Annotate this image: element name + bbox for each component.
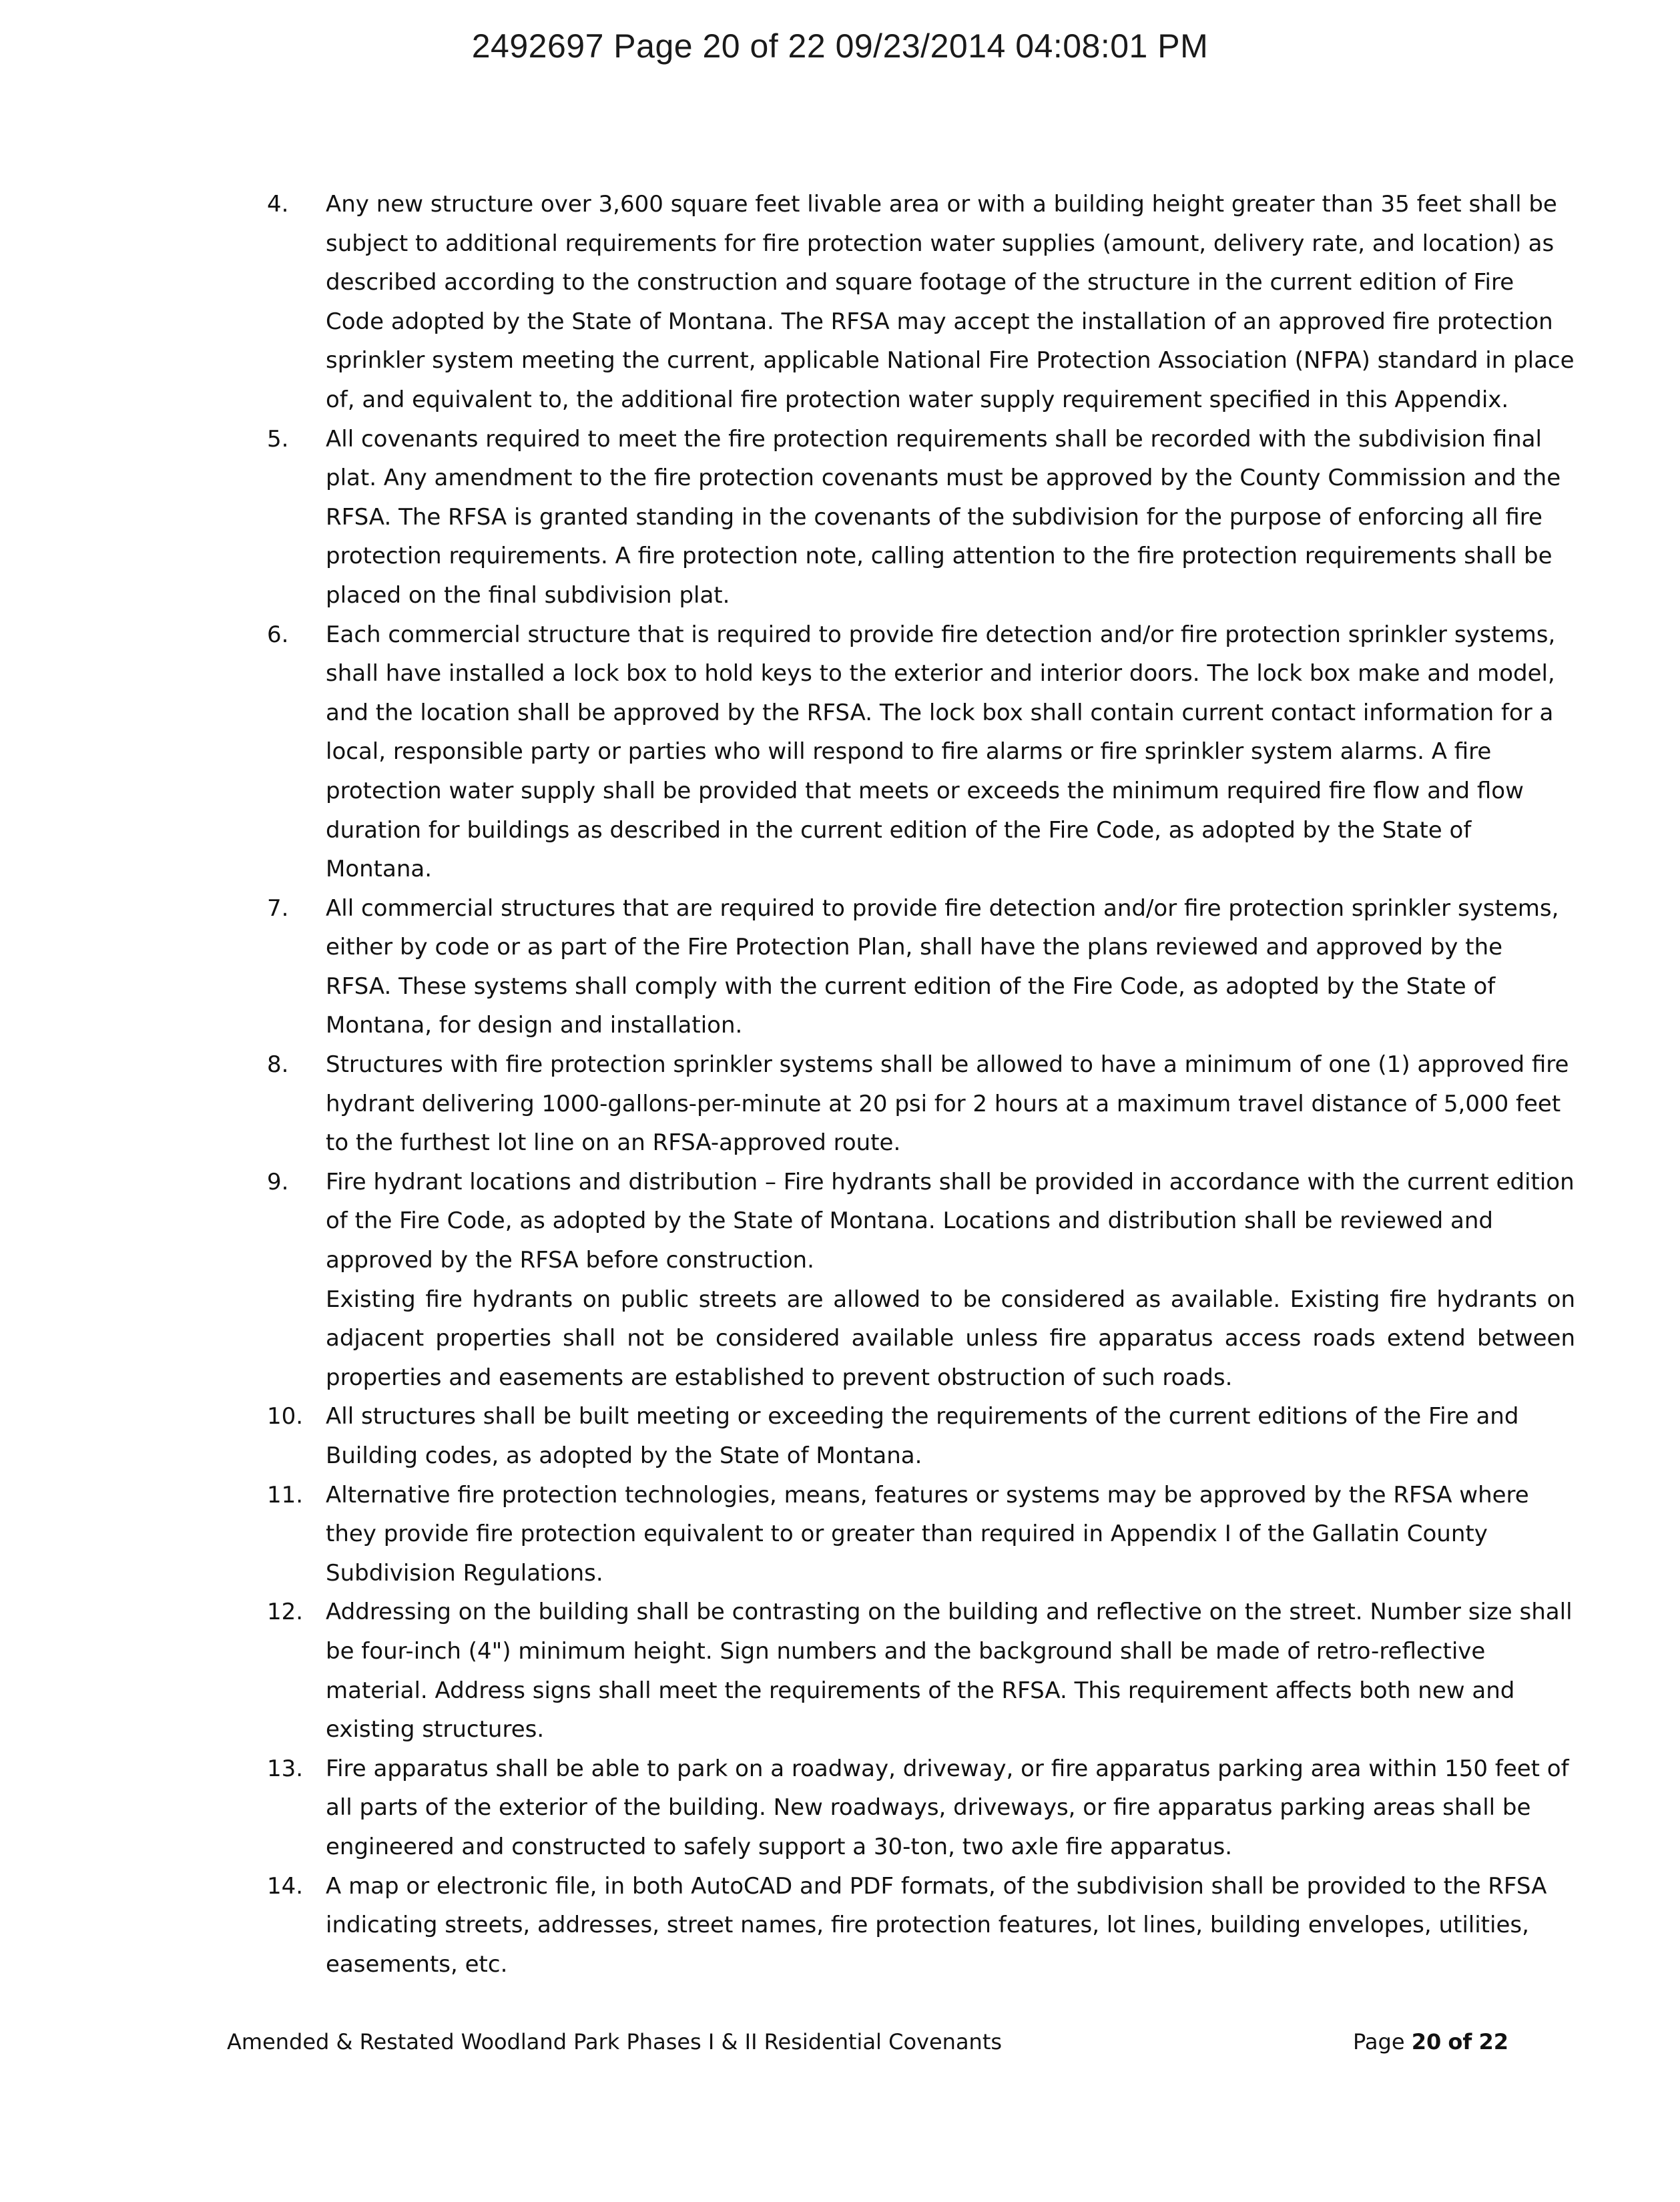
document-title: Amended & Restated Woodland Park Phases I & II Residential Covenants <box>227 2029 1003 2054</box>
list-item <box>267 1593 1575 1749</box>
item-text: All covenants required to meet the fire protection requirements shall be recorded with the subdivision final plat. Any amendment to the fire protection covenants must be approved by the County Commission and the RFSA. The RFSA is granted standing in the covenants of the subdivision for the purpose of enforcing all fire protection requirements. A fire protection note, calling attention to the fire protection requirements shall be placed on the final subdivision plat. <box>326 425 1561 609</box>
item-number: 7. <box>267 894 289 922</box>
item-text: All commercial structures that are required to provide fire detection and/or fire protection sprinkler systems, either by code or as part of the Fire Protection Plan, shall have the plans reviewed and approved by the RFSA. These systems shall comply with the current edition of the Fire Code, as adopted by the State of Montana, for design and installation. <box>326 894 1559 1039</box>
list-item <box>267 185 1575 420</box>
item-text: Alternative fire protection technologies, means, features or systems may be approved by the RFSA where they provide fire protection equivalent to or greater than required in Appendix I of the Gallatin County Subdivision Regulations. <box>326 1481 1529 1587</box>
item-text: Addressing on the building shall be contrasting on the building and reflective on the street. Number size shall be four-inch (4") minimum height. Sign numbers and the background shall be made of retro-reflective material. Address signs shall meet the requirements of the RFSA. This requirement affects both new and existing structures. <box>326 1599 1573 1743</box>
item-number: 6. <box>267 621 289 648</box>
item-text-continuation: Existing fire hydrants on public streets are allowed to be considered as available. Existing fire hydrants on adjacent properties shall not be considered available unless fire apparatus access roads extend between properties and easements are established to prevent obstruction of such roads. <box>326 1286 1575 1391</box>
item-number: 4. <box>267 191 289 218</box>
item-number: 5. <box>267 425 289 453</box>
item-number: 13. <box>267 1755 304 1782</box>
page-current: 20 <box>1411 2029 1442 2054</box>
list-item <box>267 1476 1575 1593</box>
list-item <box>267 889 1575 1045</box>
item-number: 10. <box>267 1403 304 1430</box>
item-text: Structures with fire protection sprinkler systems shall be allowed to have a minimum of one (1) approved fire hydrant delivering 1000-gallons-per-minute at 20 psi for 2 hours at a maximum travel distance of 5,000 feet to the furthest lot line on an RFSA-approved route. <box>326 1051 1569 1157</box>
item-text: Fire hydrant locations and distribution – Fire hydrants shall be provided in accordance with the current edition of the Fire Code, as adopted by the State of Montana. Locations and distribution shall be reviewed and approved by the RFSA before construction. <box>326 1168 1575 1274</box>
item-text: All structures shall be built meeting or exceeding the requirements of the current editions of the Fire and Building codes, as adopted by the State of Montana. <box>326 1403 1519 1469</box>
recording-stamp: 2492697 Page 20 of 22 09/23/2014 04:08:01 PM <box>471 27 1209 65</box>
page-label: Page <box>1353 2029 1405 2054</box>
item-text: A map or electronic file, in both AutoCAD and PDF formats, of the subdivision shall be provided to the RFSA indicating streets, addresses, street names, fire protection features, lot lines, building envelopes, utilities, easements, etc. <box>326 1872 1547 1978</box>
list-item <box>267 1397 1575 1475</box>
list-item <box>267 1163 1575 1398</box>
list-item <box>267 615 1575 889</box>
item-number: 12. <box>267 1599 304 1626</box>
page-of: of <box>1448 2029 1472 2054</box>
item-number: 8. <box>267 1051 289 1079</box>
list-item <box>267 1867 1575 1984</box>
item-number: 11. <box>267 1481 304 1508</box>
list-item <box>267 420 1575 615</box>
page-total: 22 <box>1478 2029 1508 2054</box>
item-number: 14. <box>267 1872 304 1900</box>
list-item <box>267 1045 1575 1163</box>
list-item <box>267 1749 1575 1867</box>
item-text: Any new structure over 3,600 square feet livable area or with a building height greater than 35 feet shall be subject to additional requirements for fire protection water supplies (amount, delivery rate, and location) as described according to the construction and square footage of the structure in the current edition of Fire Code adopted by the State of Montana. The RFSA may accept the installation of an approved fire protection sprinkler system meeting the current, applicable National Fire Protection Association (NFPA) standard in place of, and equivalent to, the additional fire protection water supply requirement specified in this Appendix. <box>326 191 1575 413</box>
page-number <box>1353 2029 1508 2054</box>
covenant-list <box>267 185 1575 1984</box>
item-text: Each commercial structure that is required to provide fire detection and/or fire protection sprinkler systems, shall have installed a lock box to hold keys to the exterior and interior doors. The lock box make and model, and the location shall be approved by the RFSA. The lock box shall contain current contact information for a local, responsible party or parties who will respond to fire alarms or fire sprinkler system alarms. A fire protection water supply shall be provided that meets or exceeds the minimum required fire flow and flow duration for buildings as described in the current edition of the Fire Code, as adopted by the State of Montana. <box>326 621 1556 883</box>
item-number: 9. <box>267 1168 289 1195</box>
item-text: Fire apparatus shall be able to park on a roadway, driveway, or fire apparatus parking area within 150 feet of all parts of the exterior of the building. New roadways, driveways, or fire apparatus parking areas shall be engineered and constructed to safely support a 30-ton, two axle fire apparatus. <box>326 1755 1569 1860</box>
